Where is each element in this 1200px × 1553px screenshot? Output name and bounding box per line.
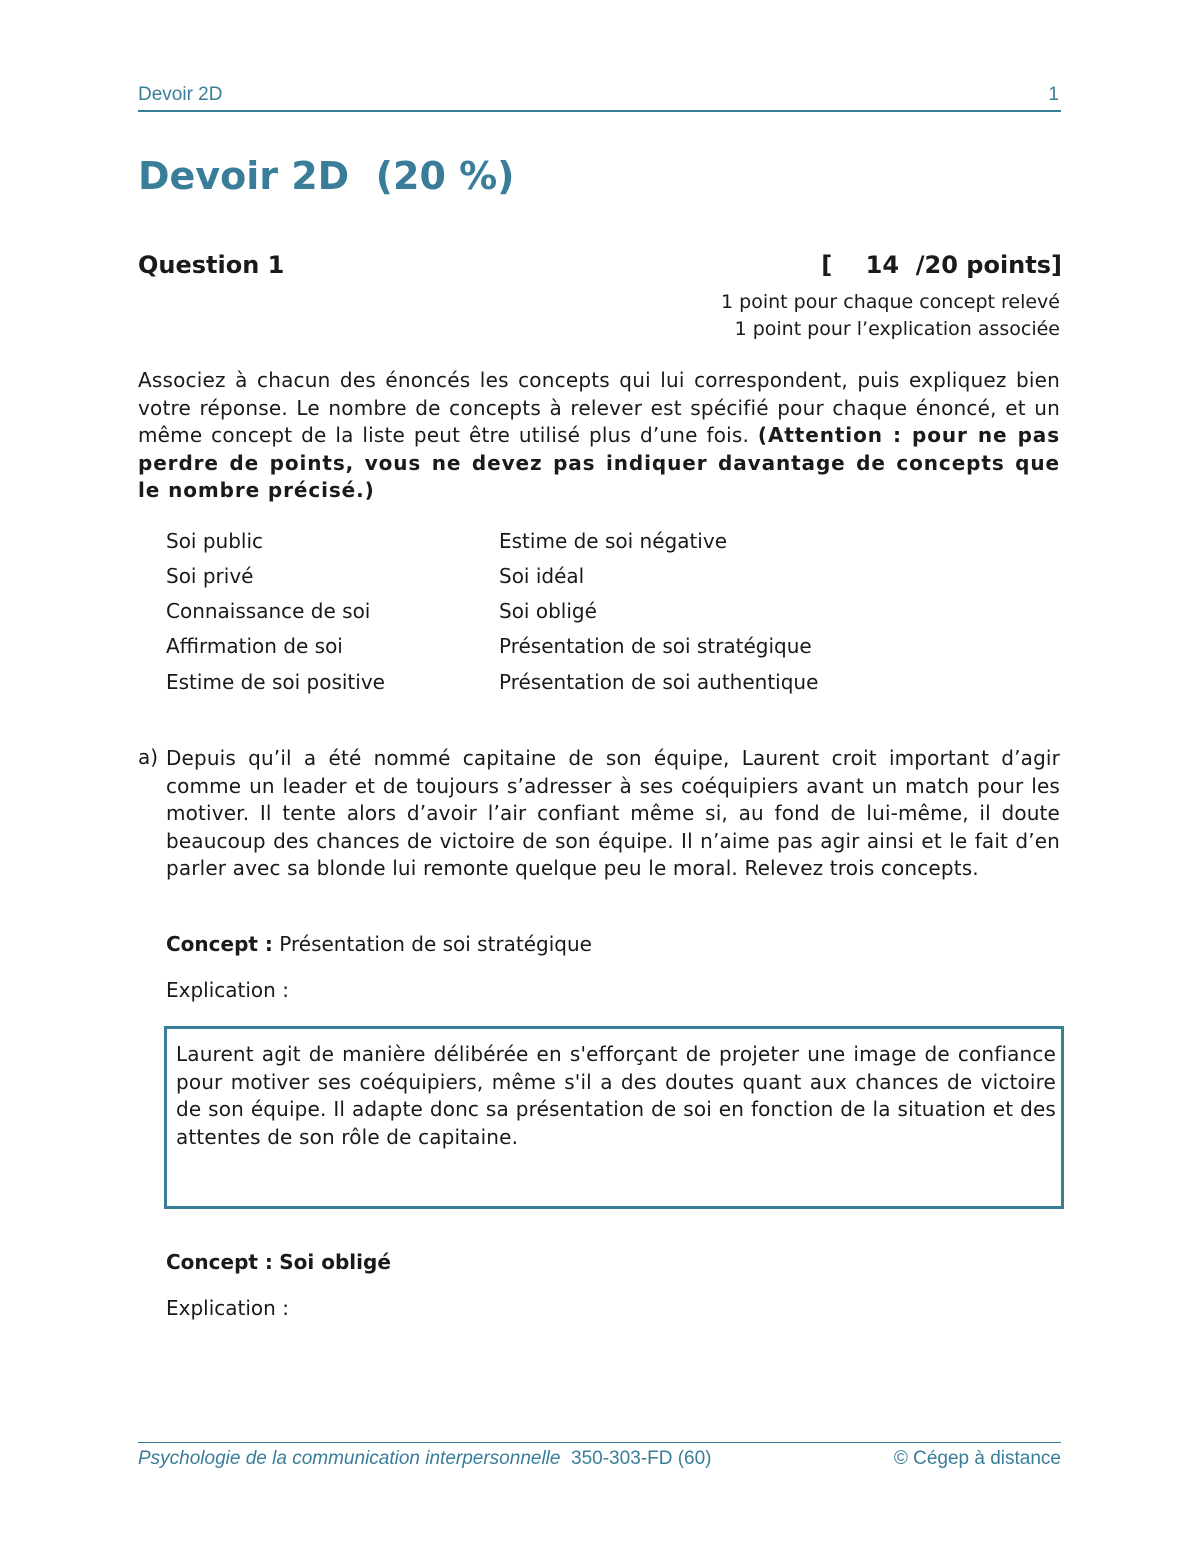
concept-item: Présentation de soi authentique <box>499 670 819 694</box>
explanation-2-label: Explication : <box>166 1296 289 1320</box>
document-title: Devoir 2D (20 %) <box>138 154 515 198</box>
scoring-rule-1: 1 point pour chaque concept relevé <box>721 291 1060 313</box>
header-title: Devoir 2D <box>138 84 223 105</box>
concept-item: Connaissance de soi <box>166 599 371 623</box>
instructions-warning: (Attention : pour ne pas perdre de points, vous ne devez pas indiquer davantage de concepts que le nombre précisé.) <box>138 423 1060 502</box>
running-header <box>138 84 1061 112</box>
concept-label: Concept : <box>166 1250 273 1274</box>
course-code: 350-303-FD (60) <box>571 1448 712 1469</box>
item-a-label: a) <box>138 745 159 769</box>
footer-divider <box>138 1442 1061 1443</box>
item-a-statement: Depuis qu’il a été nommé capitaine de son équipe, Laurent croit important d’agir comme un leader et de toujours s’adresser à ses coéquipiers avant un match pour les motiver. Il tente alors d’avoir l’air confiant même si, au fond de lui-même, il doute beaucoup des chances de victoire de son équipe. Il n’aime pas agir ainsi et le fait d’en parler avec sa blonde lui remonte quelque peu le moral. Relevez trois concepts. <box>166 746 1060 880</box>
concept-1-value[interactable]: Présentation de soi stratégique <box>279 932 592 956</box>
concept-item: Soi public <box>166 529 264 553</box>
instructions <box>138 367 1060 505</box>
page-number: 1 <box>1048 84 1059 105</box>
question-points: [ 14 /20 points] <box>821 251 1062 279</box>
explanation-1-label: Explication : <box>166 978 289 1002</box>
concept-1-row <box>166 932 592 956</box>
course-title: Psychologie de la communication interpersonnelle <box>138 1448 561 1469</box>
footer-copyright: © Cégep à distance <box>893 1448 1061 1469</box>
concept-item: Estime de soi négative <box>499 529 727 553</box>
concept-item: Soi privé <box>166 564 254 588</box>
instructions-text: Associez à chacun des énoncés les concepts qui lui correspondent, puis expliquez bien votre réponse. Le nombre de concepts à relever est spécifié pour chaque énoncé, et un même concept de la liste peut être utilisé plus d’une fois. <box>138 368 1060 447</box>
concept-item: Estime de soi positive <box>166 670 385 694</box>
concept-item: Soi idéal <box>499 564 585 588</box>
concept-item: Présentation de soi stratégique <box>499 634 812 658</box>
question-title: Question 1 <box>138 251 285 279</box>
concept-label: Concept : <box>166 932 273 956</box>
explanation-1-text[interactable]: Laurent agit de manière délibérée en s'efforçant de projeter une image de confiance pour motiver ses coéquipiers, même s'il a des doutes quant aux chances de victoire de son équipe. Il adapte donc sa présentation de soi en fonction de la situation et des attentes de son rôle de capitaine. <box>176 1042 1056 1149</box>
concept-2-value[interactable]: Soi obligé <box>279 1250 391 1274</box>
scoring-rule-2: 1 point pour l’explication associée <box>734 318 1060 340</box>
concept-item: Affirmation de soi <box>166 634 343 658</box>
concept-item: Soi obligé <box>499 599 597 623</box>
footer-course <box>138 1448 711 1470</box>
concept-2-row <box>166 1250 391 1274</box>
